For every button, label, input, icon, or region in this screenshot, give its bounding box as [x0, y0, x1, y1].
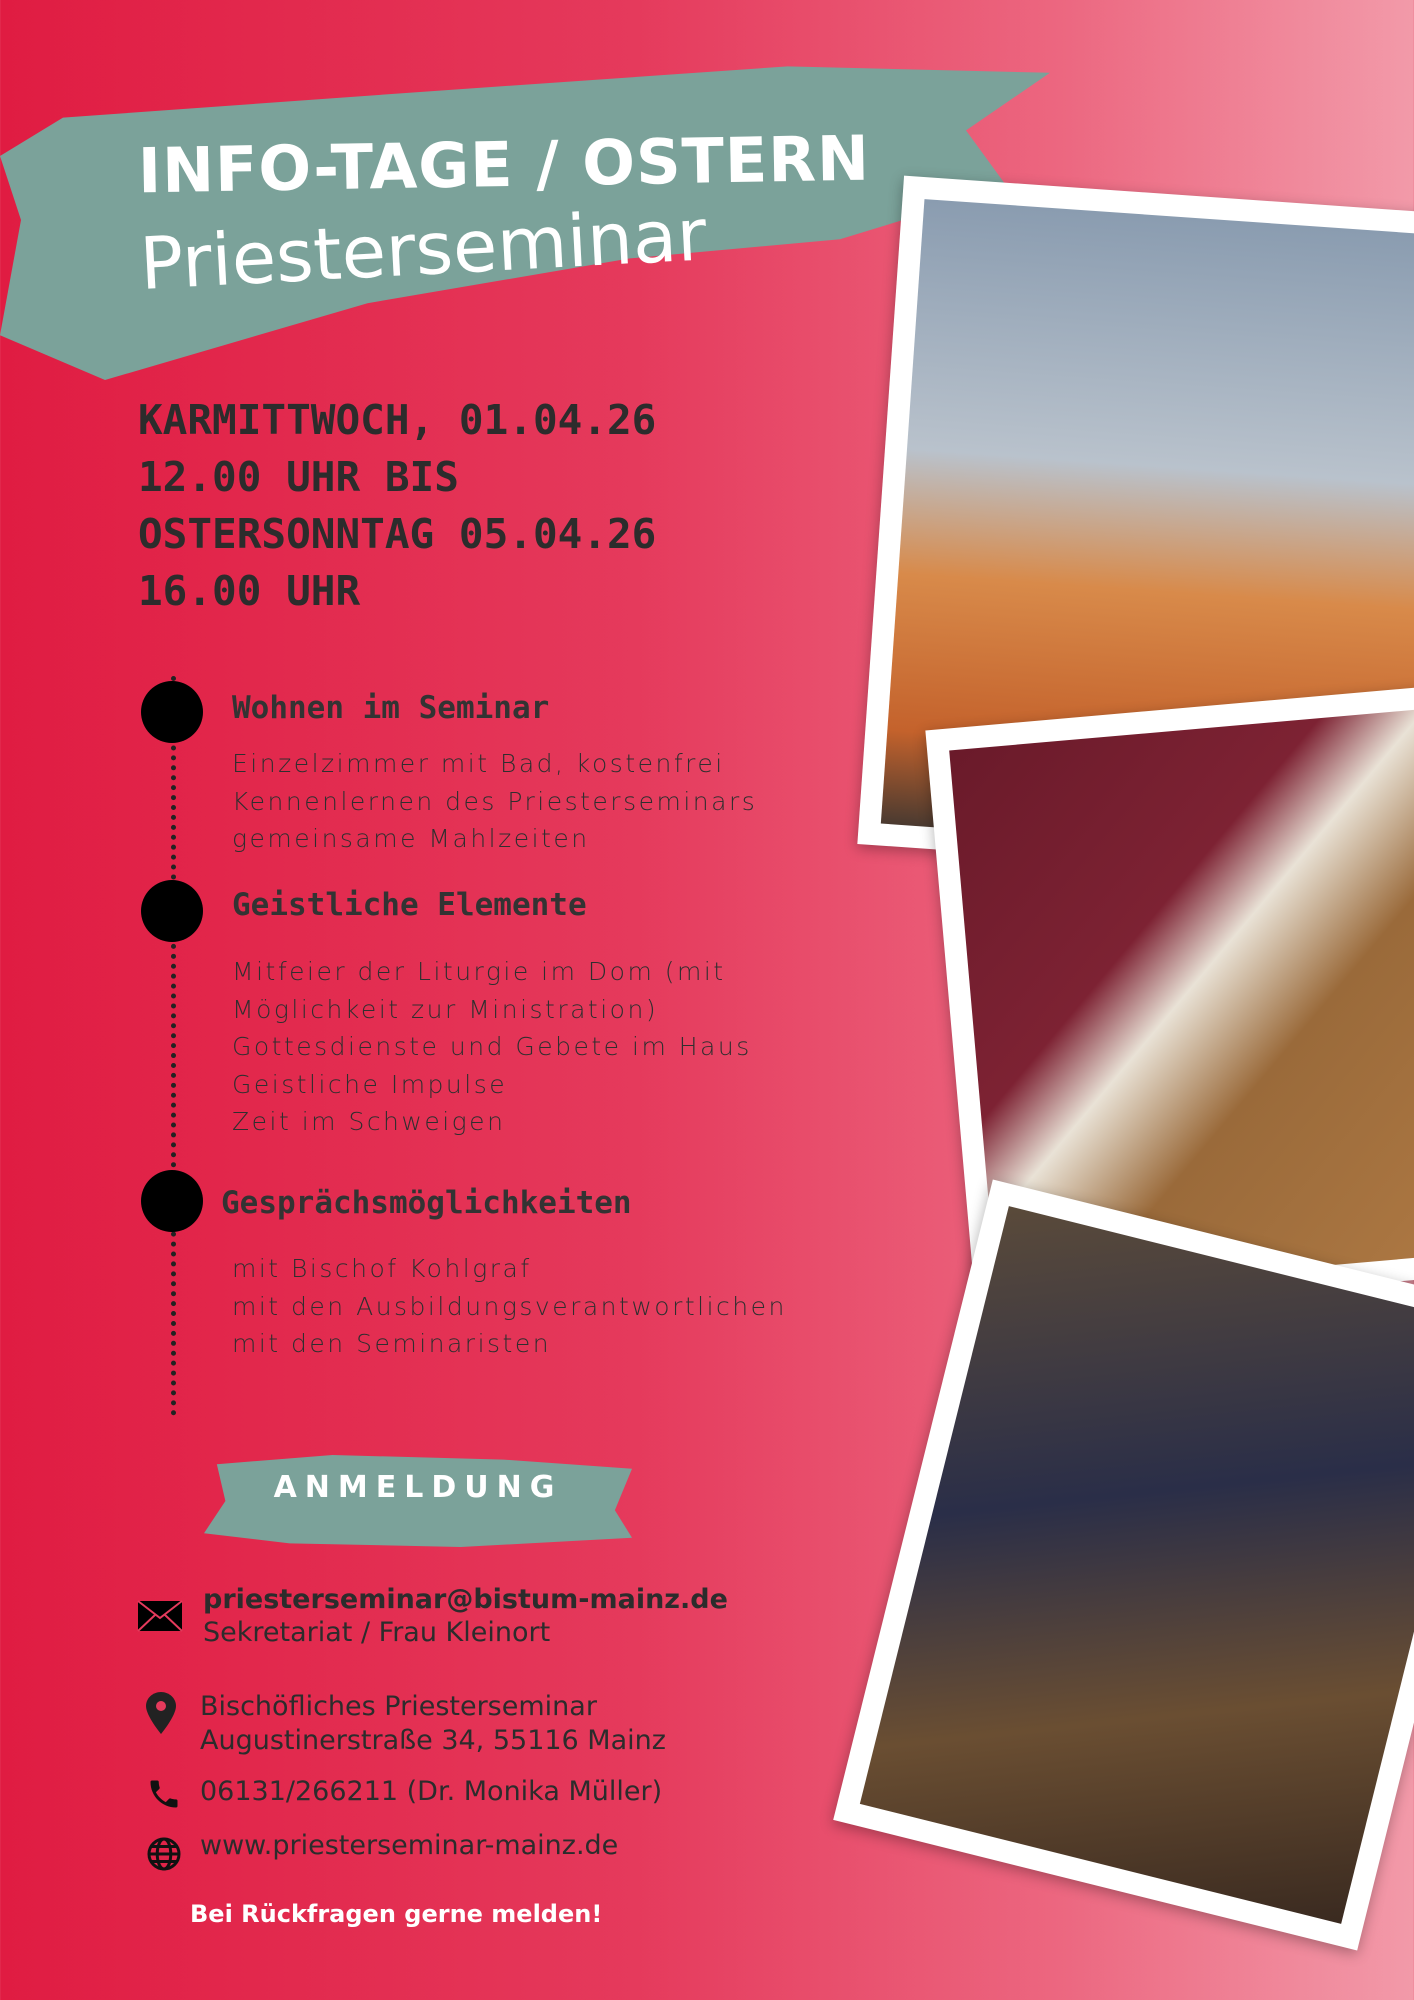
date-line: KARMITTWOCH, 01.04.26 [138, 396, 657, 444]
list-item: mit den Ausbildungsverantwortlichen [232, 1291, 787, 1321]
envelope-icon [137, 1600, 183, 1632]
section-heading: Geistliche Elemente [232, 887, 587, 923]
section-body [232, 953, 752, 1141]
list-item: Mitfeier der Liturgie im Dom (mit [232, 957, 726, 986]
contact-address-line1: Bischöfliches Priesterseminar [200, 1691, 597, 1722]
timeline-dot [141, 1170, 203, 1232]
registration-label: ANMELDUNG [273, 1470, 563, 1505]
section-body [232, 1250, 787, 1363]
list-item: Kennenlernen des Priesterseminars [232, 786, 758, 816]
section-heading: Gesprächsmöglichkeiten [221, 1185, 632, 1221]
contact-address-line2: Augustinerstraße 34, 55116 Mainz [200, 1725, 666, 1756]
section-body [232, 745, 757, 858]
location-pin-icon [146, 1692, 176, 1734]
footer-note: Bei Rückfragen gerne melden! [190, 1900, 603, 1928]
contact-email-note: Sekretariat / Frau Kleinort [203, 1617, 551, 1648]
phone-icon [146, 1776, 182, 1812]
list-item: mit Bischof Kohlgraf [232, 1254, 532, 1283]
date-line: OSTERSONNTAG 05.04.26 [138, 510, 657, 558]
contact-website[interactable]: www.priesterseminar-mainz.de [200, 1830, 619, 1861]
timeline-dot [141, 681, 203, 743]
event-dates [138, 392, 656, 620]
date-line: 16.00 UHR [138, 567, 361, 615]
contact-email[interactable]: priesterseminar@bistum-mainz.de [203, 1584, 728, 1615]
section-heading: Wohnen im Seminar [232, 690, 550, 726]
list-item: Zeit im Schweigen [232, 1107, 506, 1136]
list-item: Möglichkeit zur Ministration) [232, 994, 659, 1024]
page-subtitle: Priesterseminar [137, 192, 709, 306]
contact-phone[interactable]: 06131/266211 (Dr. Monika Müller) [200, 1776, 663, 1807]
timeline-dot [141, 880, 203, 942]
photo-student-library [833, 1179, 1414, 1950]
list-item: gemeinsame Mahlzeiten [232, 824, 590, 853]
globe-icon [146, 1836, 182, 1872]
list-item: mit den Seminaristen [232, 1329, 552, 1358]
page-title: INFO-TAGE / OSTERN [137, 121, 871, 208]
list-item: Geistliche Impulse [232, 1069, 508, 1099]
date-line: 12.00 UHR BIS [138, 453, 459, 501]
list-item: Einzelzimmer mit Bad, kostenfrei [232, 749, 725, 778]
timeline-line [171, 676, 176, 1416]
list-item: Gottesdienste und Gebete im Haus [232, 1032, 752, 1061]
